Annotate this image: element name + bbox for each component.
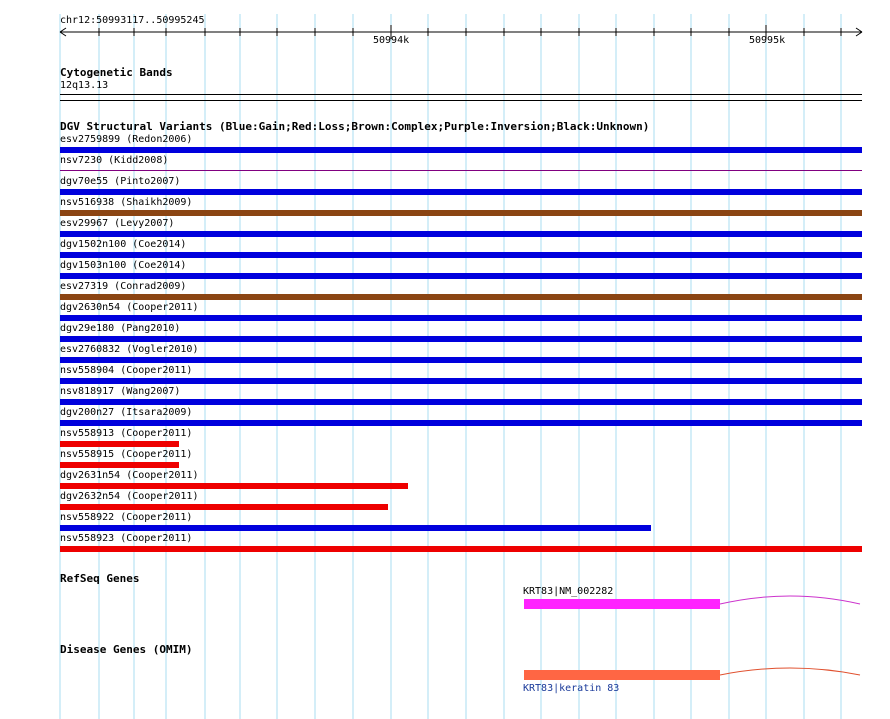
dgv-variant-label[interactable]: esv2760832 (Vogler2010)	[60, 344, 199, 355]
cytoband-label[interactable]: 12q13.13	[60, 80, 109, 91]
omim-gene-label[interactable]: KRT83|keratin 83	[523, 683, 620, 694]
dgv-variant-label[interactable]: esv29967 (Levy2007)	[60, 218, 175, 229]
dgv-variant-bar[interactable]	[60, 170, 862, 171]
dgv-variant-label[interactable]: dgv2630n54 (Cooper2011)	[60, 302, 199, 313]
dgv-variant-label[interactable]: nsv516938 (Shaikh2009)	[60, 197, 193, 208]
dgv-variant-label[interactable]: nsv558923 (Cooper2011)	[60, 533, 193, 544]
dgv-variant-bar[interactable]	[60, 441, 179, 447]
dgv-variant-bar[interactable]	[60, 231, 862, 237]
dgv-variant-label[interactable]: nsv558913 (Cooper2011)	[60, 428, 193, 439]
dgv-variant-label[interactable]: dgv200n27 (Itsara2009)	[60, 407, 193, 418]
ruler-range-label: chr12:50993117..50995245	[60, 15, 205, 26]
omim-gene-intron	[718, 665, 864, 679]
dgv-variant-bar[interactable]	[60, 273, 862, 279]
dgv-variant-bar[interactable]	[60, 546, 862, 552]
dgv-variant-bar[interactable]	[60, 378, 862, 384]
refseq-gene-intron	[718, 594, 864, 608]
dgv-variant-label[interactable]: nsv558922 (Cooper2011)	[60, 512, 193, 523]
dgv-variant-bar[interactable]	[60, 483, 408, 489]
refseq-gene-exon[interactable]	[524, 599, 720, 609]
dgv-variant-label[interactable]: dgv1502n100 (Coe2014)	[60, 239, 187, 250]
dgv-variant-label[interactable]: nsv558915 (Cooper2011)	[60, 449, 193, 460]
dgv-variant-bar[interactable]	[60, 336, 862, 342]
dgv-variant-bar[interactable]	[60, 210, 862, 216]
cytoband-track-title: Cytogenetic Bands	[60, 66, 173, 79]
dgv-variant-label[interactable]: dgv2631n54 (Cooper2011)	[60, 470, 199, 481]
dgv-variant-label[interactable]: dgv29e180 (Pang2010)	[60, 323, 181, 334]
omim-track-title: Disease Genes (OMIM)	[60, 643, 193, 656]
ruler-tick-label: 50994k	[373, 35, 410, 46]
dgv-variant-bar[interactable]	[60, 294, 862, 300]
dgv-variant-bar[interactable]	[60, 462, 179, 468]
dgv-variant-bar[interactable]	[60, 420, 862, 426]
dgv-variant-bar[interactable]	[60, 525, 651, 531]
dgv-variant-bar[interactable]	[60, 315, 862, 321]
dgv-variant-label[interactable]: esv2759899 (Redon2006)	[60, 134, 193, 145]
dgv-variant-label[interactable]: nsv558904 (Cooper2011)	[60, 365, 193, 376]
dgv-variant-label[interactable]: dgv2632n54 (Cooper2011)	[60, 491, 199, 502]
dgv-variant-label[interactable]: dgv70e55 (Pinto2007)	[60, 176, 181, 187]
dgv-variant-bar[interactable]	[60, 189, 862, 195]
dgv-variant-label[interactable]: dgv1503n100 (Coe2014)	[60, 260, 187, 271]
dgv-variant-bar[interactable]	[60, 252, 862, 258]
cytoband-line	[60, 94, 862, 95]
dgv-variant-label[interactable]: nsv7230 (Kidd2008)	[60, 155, 169, 166]
dgv-variant-bar[interactable]	[60, 357, 862, 363]
dgv-variant-bar[interactable]	[60, 147, 862, 153]
dgv-variant-label[interactable]: esv27319 (Conrad2009)	[60, 281, 187, 292]
dgv-variant-label[interactable]: nsv818917 (Wang2007)	[60, 386, 181, 397]
ruler-tick-label: 50995k	[749, 35, 786, 46]
dgv-track-title: DGV Structural Variants (Blue:Gain;Red:Loss;Brown:Complex;Purple:Inversion;Black:Unknown)	[60, 120, 650, 133]
dgv-variant-bar[interactable]	[60, 504, 388, 510]
omim-gene-exon[interactable]	[524, 670, 720, 680]
refseq-gene-label[interactable]: KRT83|NM_002282	[523, 586, 614, 597]
cytoband-line	[60, 100, 862, 101]
dgv-variant-bar[interactable]	[60, 399, 862, 405]
refseq-track-title: RefSeq Genes	[60, 572, 140, 585]
